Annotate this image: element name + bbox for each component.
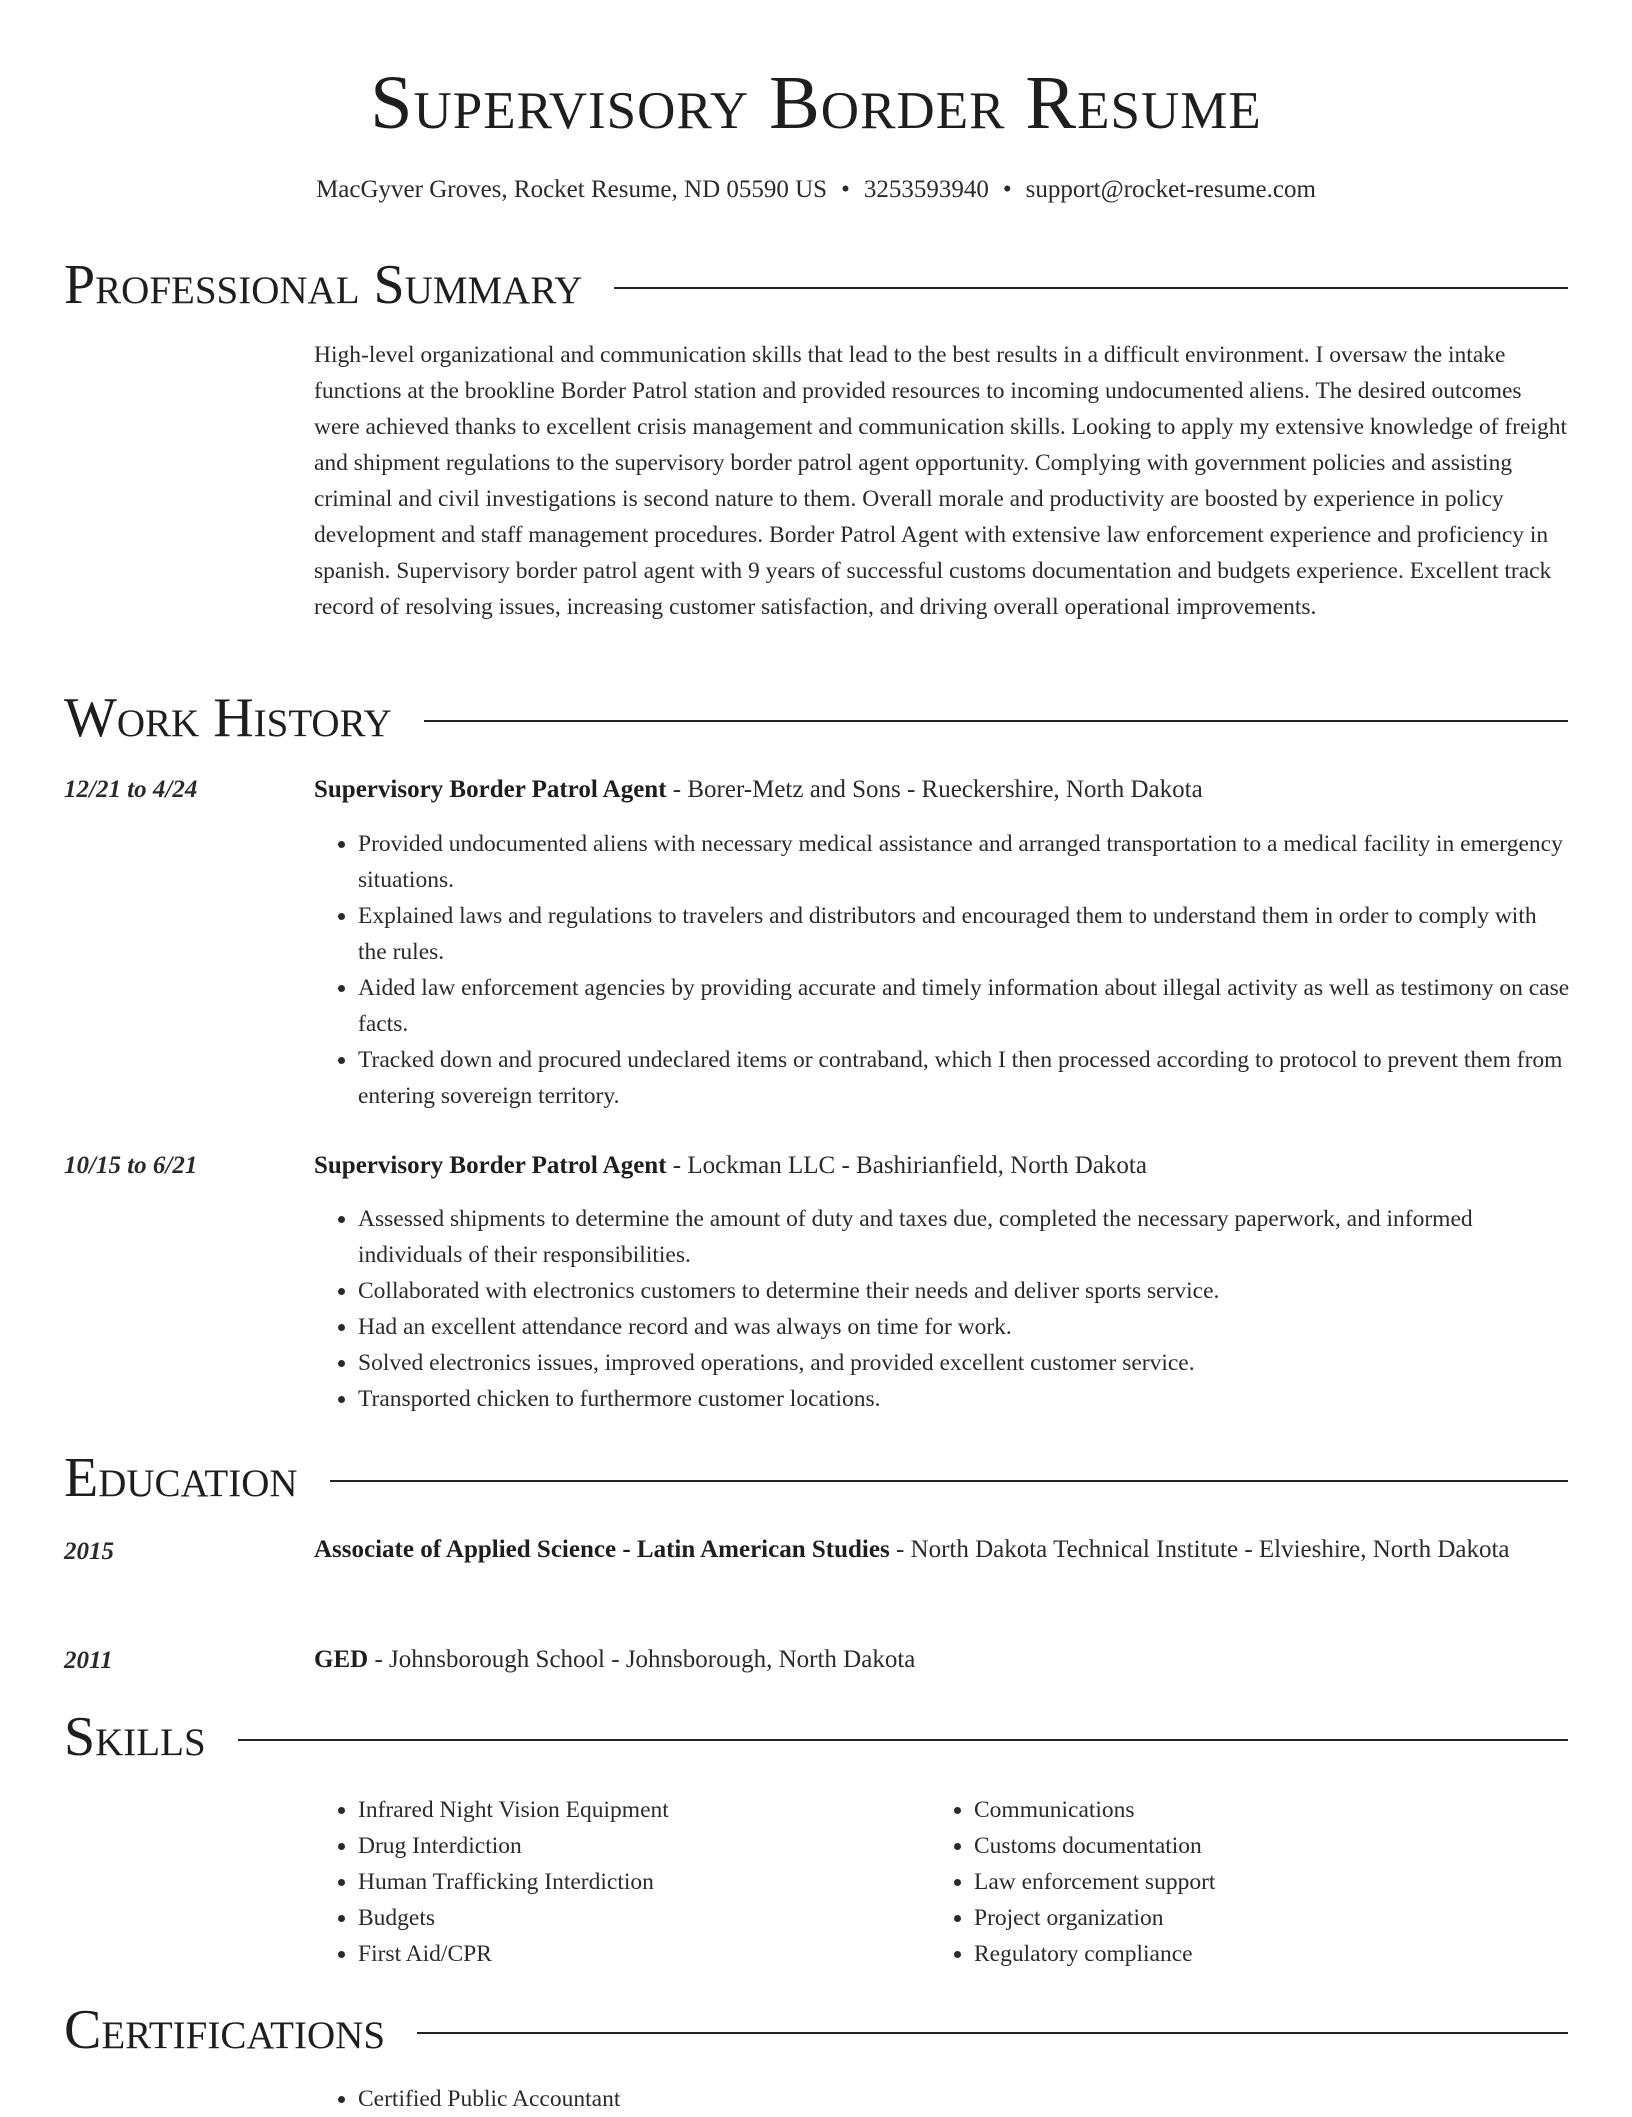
education-year: 2011 [64,1647,113,1674]
skill-item: • Project organization [974,1900,1570,1936]
section-title: Professional Summary [64,254,583,316]
skill-item: • Human Trafficking Interdiction [358,1864,914,1900]
section-heading-education [64,1443,1568,1513]
list-item: • Had an excellent attendance record and was always on time for work. [358,1309,1570,1345]
skill-item: • First Aid/CPR [358,1936,914,1972]
section-heading-work-history [64,683,1568,753]
list-item: • Aided law enforcement agencies by providing accurate and timely information about illegal activity as well as testimony on case facts. [358,970,1570,1042]
job-dates: 12/21 to 4/24 [64,776,198,803]
job-heading [314,1146,1570,1186]
resume-title: Supervisory Border Resume [370,61,1262,145]
section-heading-summary [64,250,1568,320]
skill-item: • Infrared Night Vision Equipment [358,1792,914,1828]
skill-item: • Drug Interdiction [358,1828,914,1864]
skill-item: • Law enforcement support [974,1864,1570,1900]
skill-item: • Customs documentation [974,1828,1570,1864]
job-details: - Lockman LLC - Bashirianfield, North Dakota [666,1152,1147,1179]
skills-list-left [314,1792,914,1972]
list-item: • Transported chicken to furthermore customer locations. [358,1381,1570,1417]
education-entry [314,1530,1570,1570]
contact-email: support@rocket-resume.com [1025,176,1316,203]
section-title: Work History [64,687,392,749]
job-dates: 10/15 to 6/21 [64,1152,198,1179]
job-heading [314,770,1570,810]
education-details: - North Dakota Technical Institute - Elvieshire, North Dakota [889,1536,1510,1563]
education-entry [314,1640,1570,1680]
contact-separator: • [1002,176,1012,203]
list-item: • Collaborated with electronics customers to determine their needs and deliver sports service. [358,1273,1570,1309]
section-title: Education [64,1447,298,1509]
contact-line [0,172,1632,208]
section-title: Skills [64,1706,206,1768]
education-degree: Associate of Applied Science - Latin American Studies [314,1536,890,1563]
skill-item: • Communications [974,1792,1570,1828]
certification-item: • Certified Public Accountant [358,2081,1570,2117]
section-title: Certifications [64,1999,386,2061]
job-bullets [314,826,1570,1114]
list-item: • Provided undocumented aliens with necessary medical assistance and arranged transportation to a medical facility in emergency situations. [358,826,1570,898]
skill-item: • Budgets [358,1900,914,1936]
contact-address: MacGyver Groves, Rocket Resume, ND 05590 US [316,176,828,203]
education-year: 2015 [64,1538,114,1565]
contact-phone: 3253593940 [863,176,989,203]
job-title: Supervisory Border Patrol Agent [314,1152,667,1179]
section-rule [238,1739,1568,1741]
section-rule [614,287,1568,289]
education-details: - Johnsborough School - Johnsborough, North Dakota [368,1646,916,1673]
job-bullets [314,1201,1570,1417]
job-details: - Borer-Metz and Sons - Rueckershire, North Dakota [666,776,1203,803]
section-rule [330,1480,1568,1482]
contact-separator: • [841,176,850,203]
list-item: • Explained laws and regulations to travelers and distributors and encouraged them to understand them in order to comply with the rules. [358,898,1570,970]
section-heading-certifications [64,1995,1568,2065]
section-heading-skills [64,1702,1568,1772]
list-item: • Solved electronics issues, improved operations, and provided excellent customer service. [358,1345,1570,1381]
job-title: Supervisory Border Patrol Agent [314,776,667,803]
section-rule [424,720,1568,722]
section-rule [417,2032,1568,2034]
education-degree: GED [314,1646,369,1673]
list-item: • Assessed shipments to determine the amount of duty and taxes due, completed the necessary paperwork, and informed individuals of their responsibilities. [358,1201,1570,1273]
skills-list-right [930,1792,1570,1972]
summary-paragraph: High-level organizational and communication skills that lead to the best results in a difficult environment. I oversaw the intake functions at the brookline Border Patrol station and provided resources to incoming undocumented aliens. The desired outcomes were achieved thanks to excellent crisis management and communication skills. Looking to apply my extensive knowledge of freight and shipment regulations to the supervisory border patrol agent opportunity. Complying with government policies and assisting criminal and civil investigations is second nature to them. Overall morale and productivity are boosted by experience in policy development and staff management procedures. Border Patrol Agent with extensive law enforcement experience and proficiency in spanish. Supervisory border patrol agent with 9 years of successful customs documentation and budgets experience. Excellent track record of resolving issues, increasing customer satisfaction, and driving overall operational improvements. [314,342,1567,620]
skill-item: • Regulatory compliance [974,1936,1570,1972]
list-item: • Tracked down and procured undeclared items or contraband, which I then processed according to protocol to prevent them from entering sovereign territory. [358,1042,1570,1114]
